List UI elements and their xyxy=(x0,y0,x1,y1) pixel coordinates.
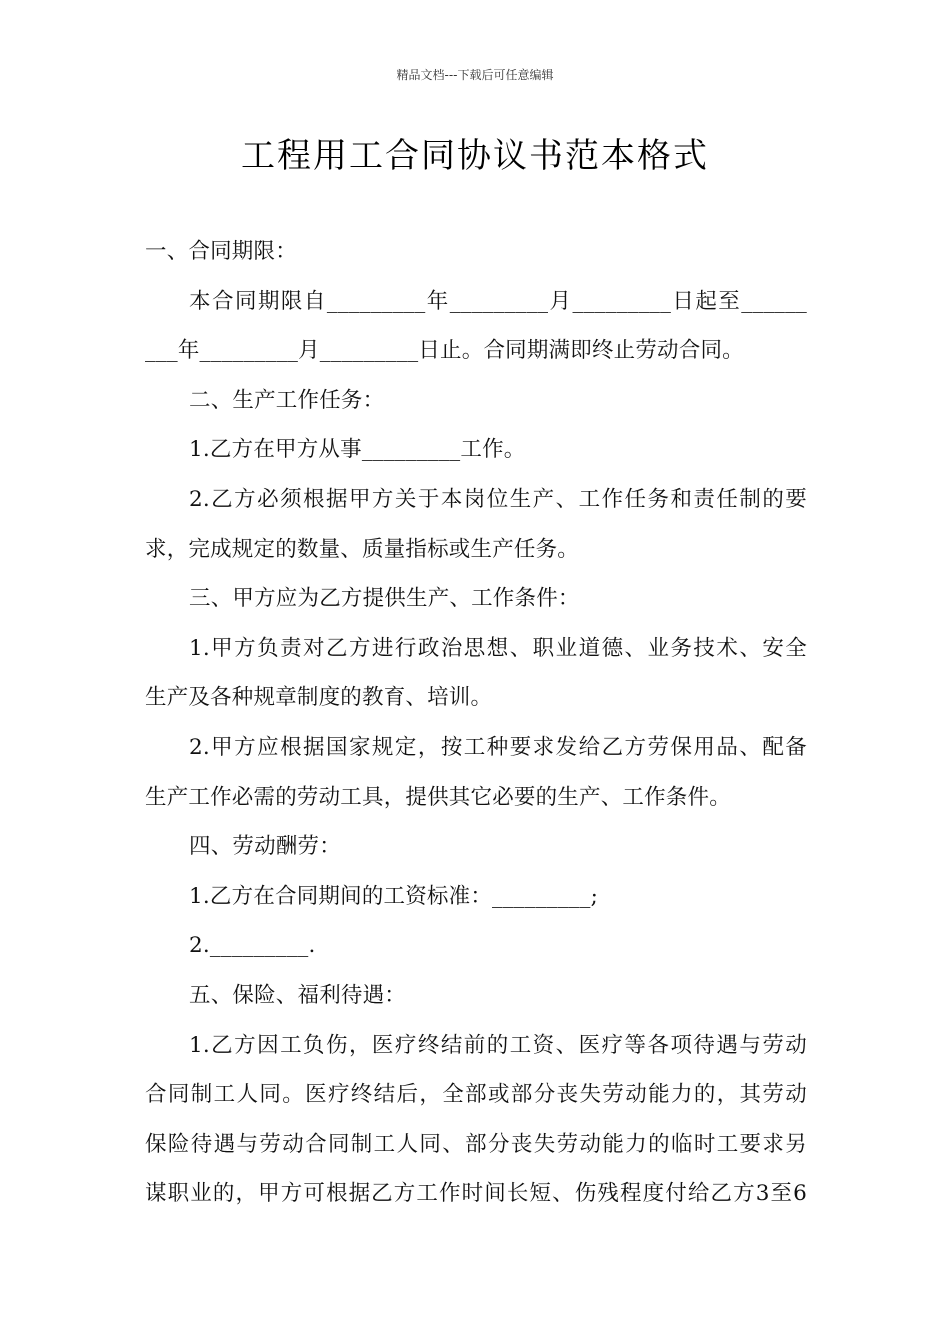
section-heading-term: 一、合同期限： xyxy=(145,239,297,264)
section-heading-conditions: 三、甲方应为乙方提供生产、工作条件： xyxy=(189,586,580,612)
paragraph-line: 谋职业的，甲方可根据乙方工作时间长短、伤残程度付给乙方3至6 xyxy=(145,1181,807,1207)
paragraph-line: 1.甲方负责对乙方进行政治思想、职业道德、业务技术、安全 xyxy=(189,635,807,661)
paragraph-line: 本合同期限自_________年_________月_________日起至______ xyxy=(189,288,807,314)
paragraph-line: 1.乙方在甲方从事_________工作。 xyxy=(189,437,526,463)
paragraph-line: 生产及各种规章制度的教育、培训。 xyxy=(145,685,493,711)
section-heading-tasks: 二、生产工作任务： xyxy=(189,387,385,413)
document-body xyxy=(145,227,807,1219)
section-heading-pay: 四、劳动酬劳： xyxy=(189,834,341,860)
paragraph-line: 1.乙方因工负伤，医疗终结前的工资、医疗等各项待遇与劳动 xyxy=(189,1032,807,1058)
paragraph-line: 生产工作必需的劳动工具，提供其它必要的生产、工作条件。 xyxy=(145,784,731,810)
paragraph-line: 1.乙方在合同期间的工资标准：_________; xyxy=(189,883,599,909)
paragraph-line: ___年_________月_________日止。合同期满即终止劳动合同。 xyxy=(145,338,744,364)
paragraph-line: 2.乙方必须根据甲方关于本岗位生产、工作任务和责任制的要 xyxy=(189,486,807,512)
document-title: 工程用工合同协议书范本格式 xyxy=(241,136,709,176)
paragraph-line: 2.甲方应根据国家规定，按工种要求发给乙方劳保用品、配备 xyxy=(189,734,807,760)
section-heading-insurance: 五、保险、福利待遇： xyxy=(189,982,407,1008)
paragraph-line: 2._________. xyxy=(189,933,316,959)
paragraph-line: 保险待遇与劳动合同制工人同、部分丧失劳动能力的临时工要求另 xyxy=(145,1131,807,1157)
paragraph-line: 求，完成规定的数量、质量指标或生产任务。 xyxy=(145,536,580,562)
paragraph-line: 合同制工人同。医疗终结后，全部或部分丧失劳动能力的，其劳动 xyxy=(145,1082,807,1108)
header-note: 精品文档---下载后可任意编辑 xyxy=(396,68,554,82)
